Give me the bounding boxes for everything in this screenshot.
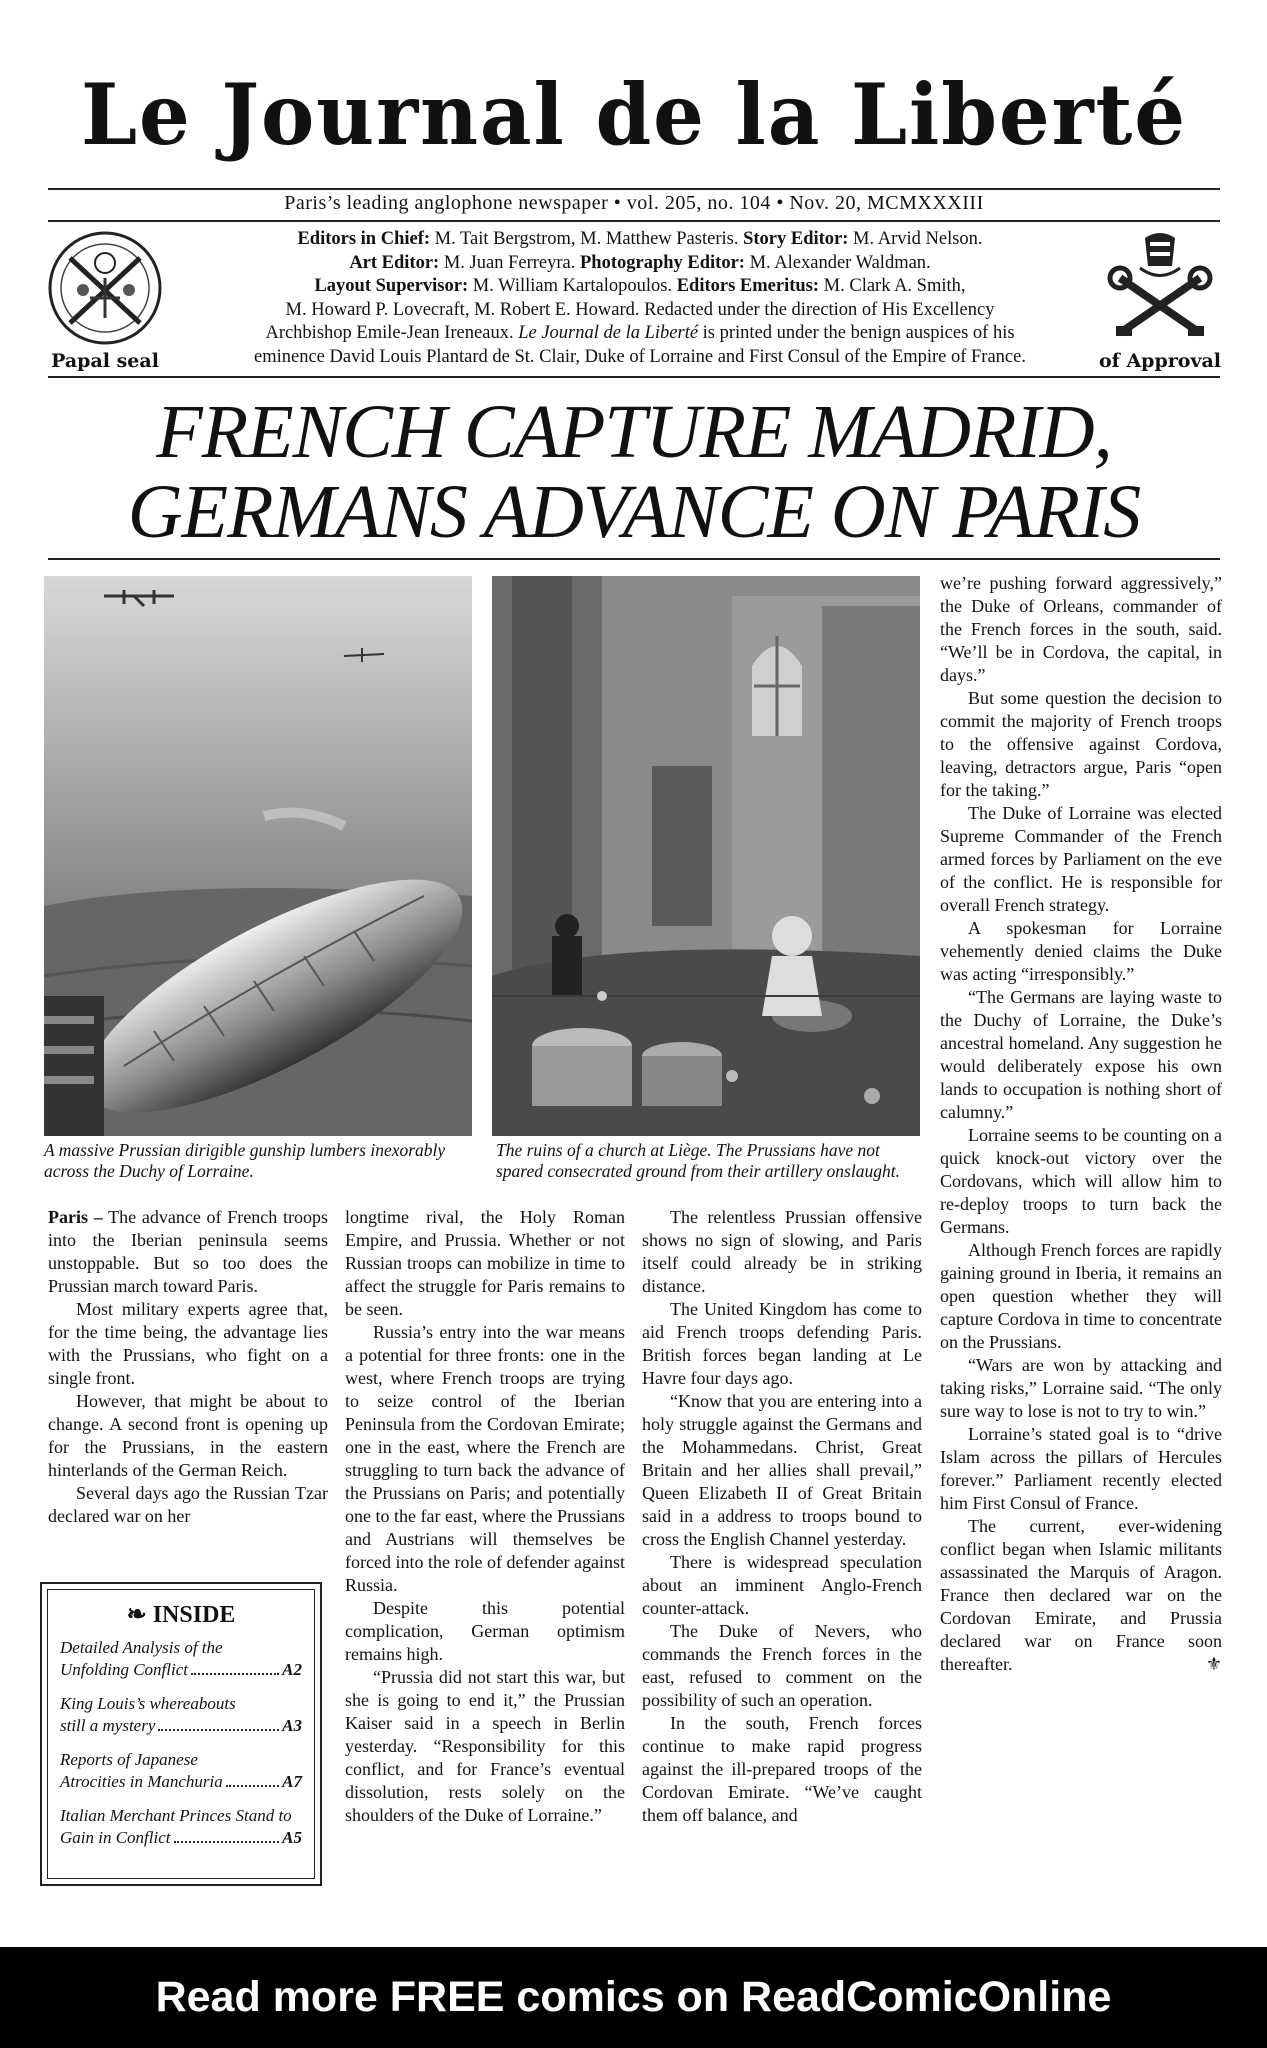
article-paragraph: “The Germans are laying waste to the Duchy of Lorraine, the Duke’s ancestral homeland. Any suggestion he would deliberately expose his own lands to occupation is nothing short of calumny.”	[940, 987, 1222, 1122]
inside-item[interactable]: King Louis’s whereabouts still a mystery A3	[60, 1694, 302, 1735]
article-paragraph: There is widespread speculation about an imminent Anglo-French counter-attack.	[642, 1552, 922, 1618]
page-ref: A7	[282, 1772, 302, 1791]
article-paragraph: Despite this potential complication, German optimism remains high.	[345, 1598, 625, 1664]
article-paragraph: Lorraine seems to be counting on a quick knock-out victory over the Cordovans, which will allow him to re-deploy troops to turn back the Germans.	[940, 1125, 1222, 1237]
main-headline	[48, 392, 1220, 552]
seal-of-approval-caption: of Approval	[1098, 350, 1222, 372]
credits-line-2: Art Editor: M. Juan Ferreyra. Photography Editor: M. Alexander Waldman.	[349, 252, 931, 273]
fleur-de-lis-icon: ⚜	[1205, 1654, 1222, 1674]
headline-line-1: FRENCH CAPTURE MADRID,	[156, 390, 1112, 474]
credits-rule-bottom	[48, 376, 1220, 378]
dateline-rule	[48, 220, 1220, 222]
masthead-rule-top	[48, 188, 1220, 190]
article-paragraph: we’re pushing forward aggressively,” the Duke of Orleans, commander of the French forces in the south, said. “We’ll be in Cordova, the capital, in days.”	[940, 573, 1222, 685]
article-paragraph: “Prussia did not start this war, but she is going to end it,” the Prussian Kaiser said in a speech in Berlin yesterday. “Responsibility for this conflict, and for France’s eventual dissolution, rests solely on the shoulders of the Duke of Lorraine.”	[345, 1667, 625, 1825]
page-ref: A5	[282, 1828, 302, 1847]
article-paragraph: Paris – The advance of French troops into the Iberian peninsula seems unstoppable. But so too does the Prussian march toward Paris.	[48, 1207, 328, 1296]
papal-keys-icon	[1100, 228, 1220, 348]
inside-title: ❧ INSIDE	[126, 1602, 236, 1628]
inside-item[interactable]: Reports of Japanese Atrocities in Manchuria A7	[60, 1750, 302, 1791]
inside-item[interactable]: Detailed Analysis of the Unfolding Conflict A2	[60, 1638, 302, 1679]
credits-line-5: Archbishop Emile-Jean Ireneaux. Le Journal de la Liberté is printed under the benign auspices of his	[265, 323, 1015, 343]
page-ref: A3	[282, 1716, 302, 1735]
article-paragraph: “Know that you are entering into a holy struggle against the Germans and the Mohammedans. Christ, Great Britain and her allies shall prevail,” Queen Elizabeth II of Great Britain said in a address to troops bound to cross the English Channel yesterday.	[642, 1391, 922, 1549]
article-paragraph: Lorraine’s stated goal is to “drive Islam across the pillars of Hercules forever.” Parliament recently elected him First Consul of France.	[940, 1424, 1222, 1513]
inside-item[interactable]: Italian Merchant Princes Stand to Gain in Conflict A5	[60, 1806, 302, 1847]
article-column-4	[940, 572, 1222, 1676]
article-paragraph: In the south, French forces continue to make rapid progress against the ill-prepared troops of the Cordovan Emirate. “We’ve caught them off balance, and	[642, 1713, 922, 1825]
dirigible-caption: A massive Prussian dirigible gunship lumbers inexorably across the Duchy of Lorraine.	[44, 1140, 446, 1181]
headline-line-2: GERMANS ADVANCE ON PARIS	[127, 470, 1141, 554]
church-ruins-caption: The ruins of a church at Liège. The Prussians have not spared consecrated ground from their artillery onslaught.	[496, 1140, 900, 1181]
papal-seal	[40, 228, 170, 372]
credits-line-1: Editors in Chief: M. Tait Bergstrom, M. Matthew Pasteris. Story Editor: M. Arvid Nelson.	[297, 229, 983, 249]
seal-of-approval	[1095, 228, 1225, 372]
page-ref: A2	[282, 1660, 302, 1679]
article-dateline: Paris –	[48, 1207, 103, 1227]
editorial-credits	[210, 228, 1070, 369]
article-paragraph: “Wars are won by attacking and taking risks,” Lorraine said. “The only sure way to lose is not to try to win.”	[940, 1355, 1222, 1421]
article-column-3	[642, 1206, 922, 1827]
article-paragraph: Although French forces are rapidly gaining ground in Iberia, it remains an open question whether they will capture Cordova in time to concentrate on the Prussians.	[940, 1240, 1222, 1352]
inside-index-box	[40, 1582, 322, 1886]
article-paragraph: The Duke of Nevers, who commands the French forces in the east, refused to comment on the possibility of such an operation.	[642, 1621, 922, 1710]
article-paragraph: The Duke of Lorraine was elected Supreme Commander of the French armed forces by Parliament on the eve of the conflict. He is responsible for overall French strategy.	[940, 803, 1222, 915]
article-paragraph: Russia’s entry into the war means a potential for three fronts: one in the west, where French troops are trying to seize control of the Iberian Peninsula from the Cordovan Emirate; one in the east, where the French are struggling to turn back the advance of the Prussians on Paris; and potentially one to the far east, where the Prussians and Austrians will themselves be forced into the role of defender against Russia.	[345, 1322, 625, 1595]
article-paragraph: A spokesman for Lorraine vehemently denied claims the Duke was acting “irresponsibly.”	[940, 918, 1222, 984]
church-ruins-photo	[492, 576, 920, 1136]
article-paragraph: However, that might be about to change. A second front is opening up for the Prussians, in the eastern hinterlands of the German Reich.	[48, 1391, 328, 1480]
promo-banner[interactable]: Read more FREE comics on ReadComicOnline	[0, 1947, 1267, 2048]
article-paragraph: Several days ago the Russian Tzar declared war on her	[48, 1483, 328, 1526]
article-paragraph: The relentless Prussian offensive shows no sign of slowing, and Paris itself could already be in striking distance.	[642, 1207, 922, 1296]
masthead	[48, 40, 1220, 190]
article-paragraph: The current, ever-widening conflict began when Islamic militants assassinated the Marquis of Aragon. France then declared war on the Cordovan Emirate, and Prussia declared war on France soon thereafter. ⚜	[940, 1516, 1222, 1674]
newspaper-title: Le Journal de la Liberté	[81, 65, 1187, 164]
article-column-2	[345, 1206, 625, 1827]
article-paragraph: But some question the decision to commit the majority of French troops to the offensive against Cordova, leaving, detractors argue, Paris “open for the taking.”	[940, 688, 1222, 800]
article-paragraph: Most military experts agree that, for the time being, the advantage lies with the Prussians, who fight on a single front.	[48, 1299, 328, 1388]
article-column-1	[48, 1206, 328, 1528]
papal-seal-icon	[45, 228, 165, 348]
article-paragraph: longtime rival, the Holy Roman Empire, and Prussia. Whether or not Russian troops can mobilize in time to affect the struggle for Paris remains to be seen.	[345, 1207, 625, 1319]
credits-line-6: eminence David Louis Plantard de St. Clair, Duke of Lorraine and First Consul of the Empire of France.	[254, 346, 1026, 367]
dateline: Paris’s leading anglophone newspaper • vol. 205, no. 104 • Nov. 20, MCMXXXIII	[284, 192, 984, 214]
credits-line-4: M. Howard P. Lovecraft, M. Robert E. Howard. Redacted under the direction of His Excellency	[285, 299, 995, 320]
papal-seal-caption: Papal seal	[51, 350, 159, 372]
dirigible-photo	[44, 576, 472, 1136]
ornament-icon: ❧	[126, 1602, 147, 1628]
article-paragraph: The United Kingdom has come to aid French troops defending Paris. British forces began landing at Le Havre four days ago.	[642, 1299, 922, 1388]
credits-line-3: Layout Supervisor: M. William Kartalopoulos. Editors Emeritus: M. Clark A. Smith,	[314, 276, 966, 296]
headline-rule	[48, 558, 1220, 560]
